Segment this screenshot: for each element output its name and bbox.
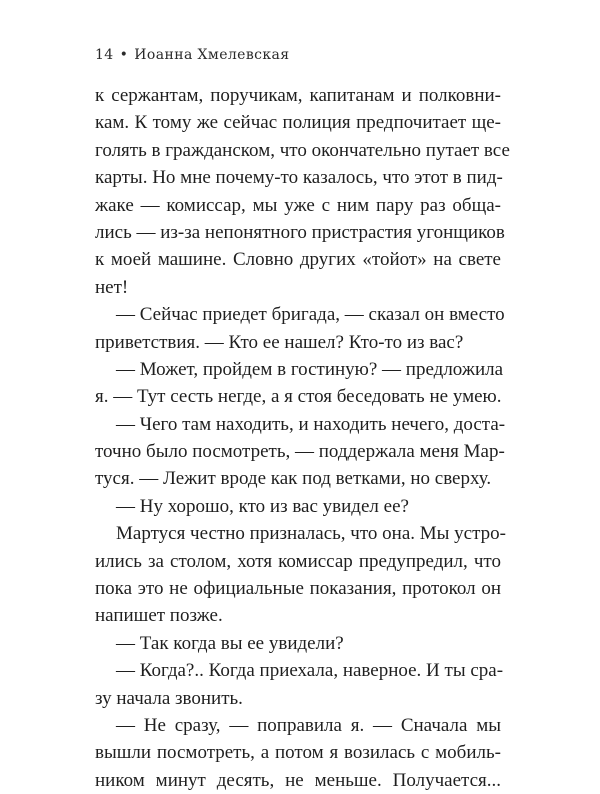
text-line: туся. — Лежит вроде как под ветками, но сверху.	[95, 468, 492, 490]
text-line: ником минут десять, не меньше. Получается...	[95, 769, 501, 791]
text-line: к моей машине. Словно других «тойот» на свете	[95, 249, 501, 271]
author-name: Иоанна Хмелевская	[134, 47, 290, 63]
text-line: кам. К тому же сейчас полиция предпочитает ще-	[95, 112, 501, 134]
body-text	[95, 82, 510, 794]
text-line: зу начала звонить.	[95, 687, 243, 709]
text-line: карты. Но мне почему-то казалось, что этот в пид-	[95, 167, 503, 189]
text-line: голять в гражданском, что окончательно путает все	[95, 139, 510, 161]
text-line: лись — из-за непонятного пристрастия угонщиков	[95, 221, 505, 243]
running-head	[95, 47, 290, 63]
page-number: 14	[95, 47, 114, 63]
text-line: я. — Тут сесть негде, а я стоя беседовать не умею.	[95, 386, 502, 408]
text-line: напишет позже.	[95, 605, 223, 627]
text-line: — Когда?.. Когда приехала, наверное. И ты сра-	[116, 660, 504, 682]
text-line: к сержантам, поручикам, капитанам и полковни-	[95, 85, 501, 106]
text-line: приветствия. — Кто ее нашел? Кто-то из вас?	[95, 331, 464, 353]
text-line: — Не сразу, — поправила я. — Сначала мы	[116, 714, 501, 736]
header-separator: •	[119, 47, 129, 63]
text-line: ились за столом, хотя комиссар предупредил, что	[95, 550, 501, 572]
text-line: вышли посмотреть, а потом я возилась с мобиль-	[95, 742, 501, 764]
text-line: пока это не официальные показания, протокол он	[95, 578, 501, 600]
text-line: Мартуся честно призналась, что она. Мы устро-	[116, 523, 506, 545]
text-line: — Может, пройдем в гостиную? — предложила	[116, 358, 504, 380]
text-line: нет!	[95, 276, 129, 298]
text-line: — Чего там находить, и находить нечего, доста-	[116, 413, 506, 435]
text-line: — Сейчас приедет бригада, — сказал он вместо	[116, 304, 505, 326]
text-line: точно было посмотреть, — поддержала меня Мар-	[95, 441, 505, 463]
text-line: жаке — комиссар, мы уже с ним пару раз обща-	[95, 194, 501, 216]
text-line: — Ну хорошо, кто из вас увидел ее?	[116, 495, 409, 517]
text-line: — Так когда вы ее увидели?	[116, 632, 344, 654]
